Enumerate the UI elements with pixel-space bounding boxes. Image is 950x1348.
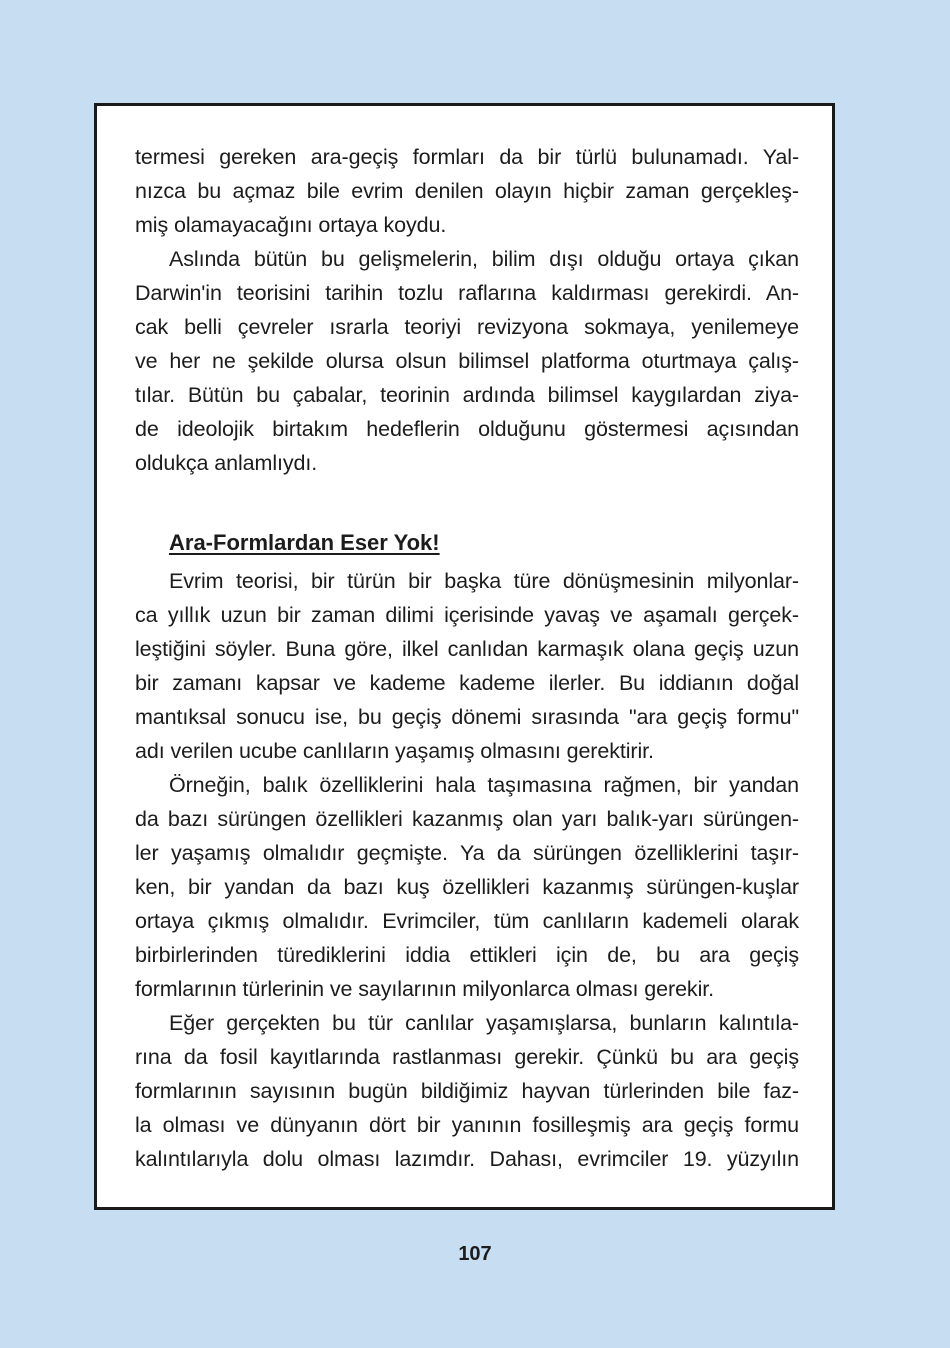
text-line: leştiğini söyler. Buna göre, ilkel canlıdan karmaşık olana geçiş uzun bbox=[135, 637, 799, 661]
text-line: formlarının türlerinin ve sayılarının milyonlarca olması gerekir. bbox=[135, 977, 714, 1001]
text-line: nızca bu açmaz bile evrim denilen olayın hiçbir zaman gerçekleş- bbox=[135, 179, 799, 203]
paragraph-continuation bbox=[135, 140, 799, 242]
text-line: Evrim teorisi, bir türün bir başka türe dönüşmesinin milyonlar- bbox=[169, 569, 799, 593]
section-spacer bbox=[135, 480, 799, 522]
text-line: cak belli çevreler ısrarla teoriyi revizyona sokmaya, yenilemeye bbox=[135, 315, 799, 339]
text-line: ler yaşamış olmalıdır geçmişte. Ya da sürüngen özelliklerini taşır- bbox=[135, 841, 799, 865]
paragraph bbox=[135, 768, 799, 1006]
text-line: Darwin'in teorisini tarihin tozlu raflarına kaldırması gerekirdi. An- bbox=[135, 281, 799, 305]
section-heading-row bbox=[135, 522, 799, 564]
text-line: mantıksal sonucu ise, bu geçiş dönemi sırasında "ara geçiş formu" bbox=[135, 705, 799, 729]
text-line: adı verilen ucube canlıların yaşamış olmasını gerektirir. bbox=[135, 739, 654, 763]
page-number: 107 bbox=[458, 1243, 492, 1265]
page-frame bbox=[94, 103, 835, 1210]
text-line: rına da fosil kayıtlarında rastlanması gerekir. Çünkü bu ara geçiş bbox=[135, 1045, 799, 1069]
text-line: birbirlerinden türediklerini iddia ettikleri için de, bu ara geçiş bbox=[135, 943, 799, 967]
text-line: tılar. Bütün bu çabalar, teorinin ardında bilimsel kaygılardan ziya- bbox=[135, 383, 799, 407]
text-line: Aslında bütün bu gelişmelerin, bilim dışı olduğu ortaya çıkan bbox=[169, 247, 799, 271]
paragraph bbox=[135, 564, 799, 768]
text-line: Eğer gerçekten bu tür canlılar yaşamışlarsa, bunların kalıntıla- bbox=[169, 1011, 799, 1035]
text-line: ken, bir yandan da bazı kuş özellikleri kazanmış sürüngen-kuşlar bbox=[135, 875, 799, 899]
text-line: ve her ne şekilde olursa olsun bilimsel platforma oturtmaya çalış- bbox=[135, 349, 799, 373]
text-line: da bazı sürüngen özellikleri kazanmış olan yarı balık-yarı sürüngen- bbox=[135, 807, 799, 831]
text-line: ortaya çıkmış olmalıdır. Evrimciler, tüm canlıların kademeli olarak bbox=[135, 909, 799, 933]
paragraph bbox=[135, 1006, 799, 1176]
text-line: termesi gereken ara-geçiş formları da bir türlü bulunamadı. Yal- bbox=[135, 145, 799, 169]
section-heading: Ara-Formlardan Eser Yok! bbox=[169, 530, 440, 555]
paragraph bbox=[135, 242, 799, 480]
text-line: oldukça anlamlıydı. bbox=[135, 451, 318, 475]
text-line: miş olamayacağını ortaya koydu. bbox=[135, 213, 447, 237]
text-line: la olması ve dünyanın dört bir yanının fosilleşmiş ara geçiş formu bbox=[135, 1113, 799, 1137]
text-line: bir zamanı kapsar ve kademe kademe ilerler. Bu iddianın doğal bbox=[135, 671, 799, 695]
text-body bbox=[135, 140, 799, 1176]
text-line: kalıntılarıyla dolu olması lazımdır. Dahası, evrimciler 19. yüzyılın bbox=[135, 1147, 799, 1171]
text-line: Örneğin, balık özelliklerini hala taşımasına rağmen, bir yandan bbox=[169, 773, 799, 797]
text-line: formlarının sayısının bugün bildiğimiz hayvan türlerinden bile faz- bbox=[135, 1079, 799, 1103]
text-line: de ideolojik birtakım hedeflerin olduğunu göstermesi açısından bbox=[135, 417, 799, 441]
text-line: ca yıllık uzun bir zaman dilimi içerisinde yavaş ve aşamalı gerçek- bbox=[135, 603, 799, 627]
